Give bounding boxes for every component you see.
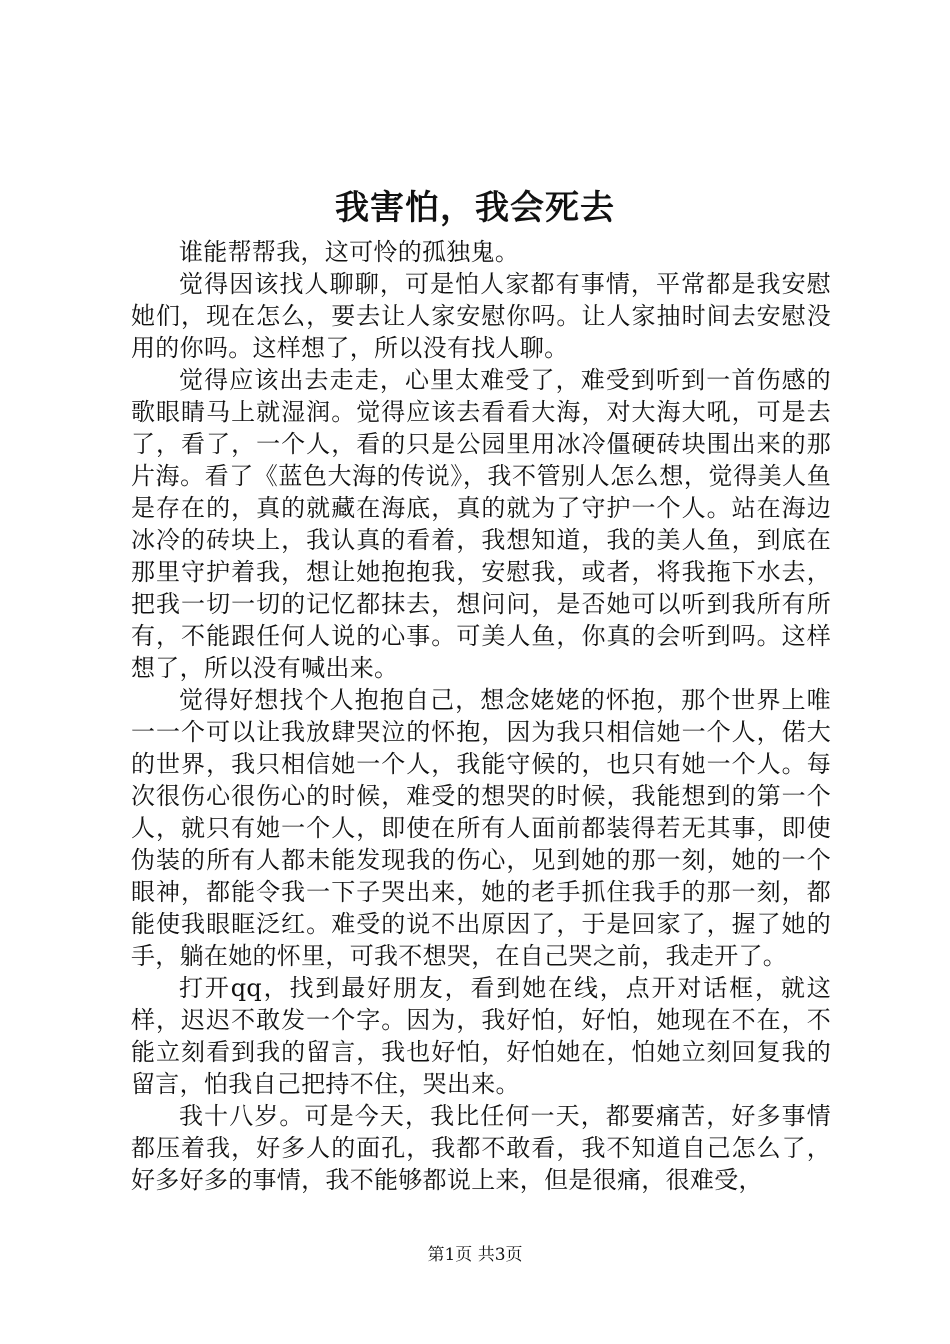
- paragraph: 打开qq，找到最好朋友，看到她在线，点开对话框，就这样，迟迟不敢发一个字。因为，我好怕，好怕，她现在不在，不能立刻看到我的留言，我也好怕，好怕她在，怕她立刻回复我的留言，怕我自己把持不住，哭出来。: [131, 974, 831, 1098]
- paragraph: 觉得因该找人聊聊，可是怕人家都有事情，平常都是我安慰她们，现在怎么，要去让人家安慰你吗。让人家抽时间去安慰没用的你吗。这样想了，所以没有找人聊。: [131, 270, 831, 362]
- paragraph: 谁能帮帮我，这可怜的孤独鬼。: [179, 238, 520, 266]
- paragraph: 觉得好想找个人抱抱自己，想念姥姥的怀抱，那个世界上唯一一个可以让我放肆哭泣的怀抱，因为我只相信她一个人，偌大的世界，我只相信她一个人，我能守候的，也只有她一个人。每次很伤心很伤心的时候，难受的想哭的时候，我能想到的第一个人，就只有她一个人，即使在所有人面前都装得若无其事，即使伪装的所有人都未能发现我的伤心，见到她的那一刻，她的一个眼神，都能令我一下子哭出来，她的老手抓住我手的那一刻，都能使我眼眶泛红。难受的说不出原因了，于是回家了，握了她的手，躺在她的怀里，可我不想哭，在自己哭之前，我走开了。: [131, 686, 831, 970]
- page-title: 我害怕，我会死去: [335, 188, 615, 228]
- paragraph: 觉得应该出去走走，心里太难受了，难受到听到一首伤感的歌眼睛马上就湿润。觉得应该去看看大海，对大海大吼，可是去了，看了，一个人，看的只是公园里用冰冷僵硬砖块围出来的那片海。看了《蓝色大海的传说》，我不管别人怎么想，觉得美人鱼是存在的，真的就藏在海底，真的就为了守护一个人。站在海边冰冷的砖块上，我认真的看着，我想知道，我的美人鱼，到底在那里守护着我，想让她抱抱我，安慰我，或者，将我拖下水去，把我一切一切的记忆都抹去，想问问，是否她可以听到我所有所有，不能跟任何人说的心事。可美人鱼，你真的会听到吗。这样想了，所以没有喊出来。: [131, 366, 831, 682]
- article-body: [131, 236, 831, 1196]
- paragraph: 我十八岁。可是今天，我比任何一天，都要痛苦，好多事情都压着我，好多人的面孔，我都不敢看，我不知道自己怎么了，好多好多的事情，我不能够都说上来，但是很痛，很难受，: [131, 1102, 831, 1194]
- page-number-footer: 第1页 共3页: [427, 1245, 523, 1265]
